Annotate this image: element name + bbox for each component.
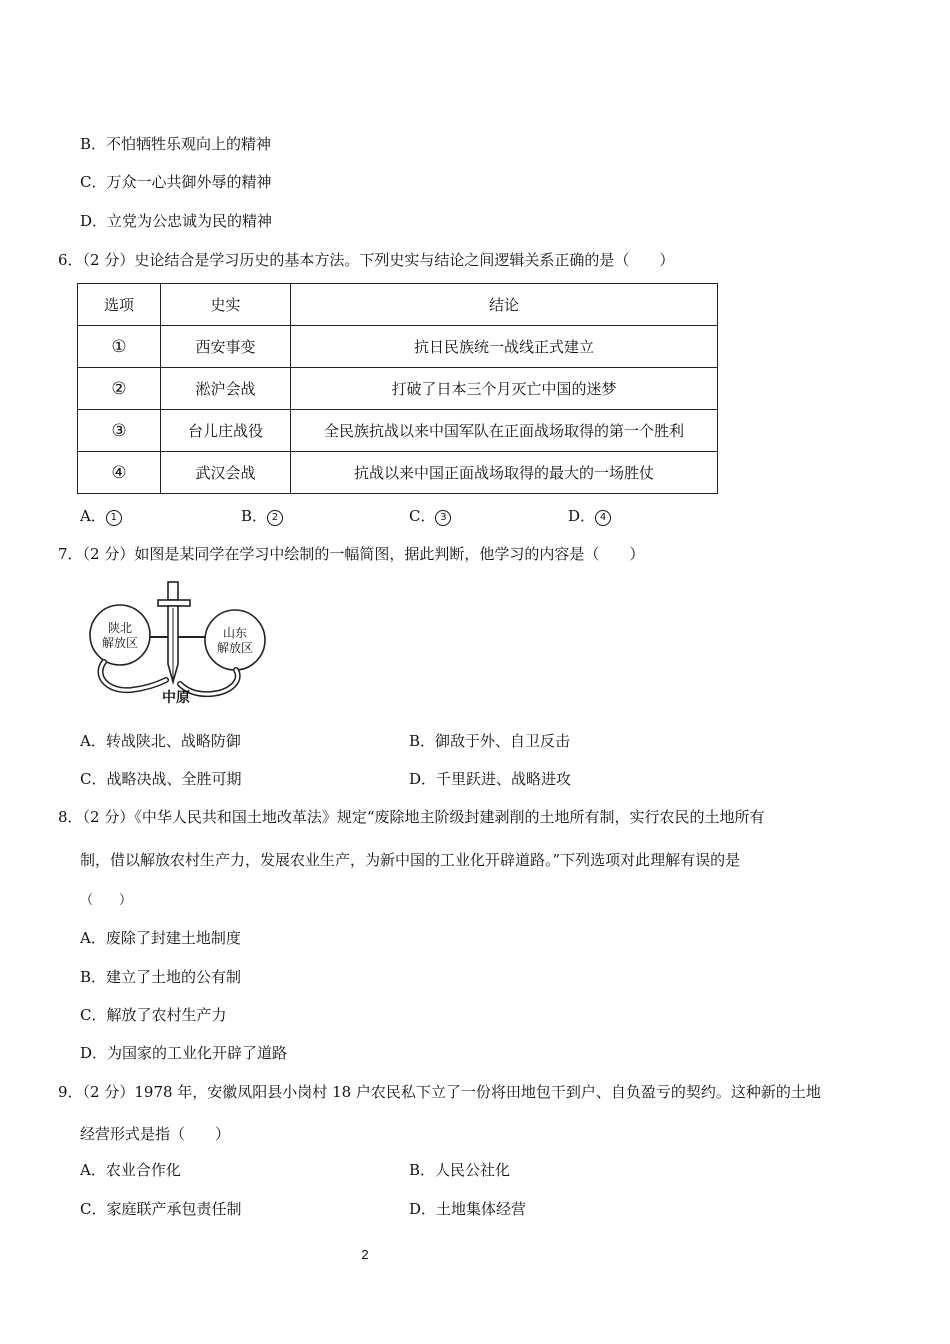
q7-stem: 7．（2 分）如图是某同学在学习中绘制的一幅简图，据此判断，他学习的内容是（ ） — [58, 545, 645, 563]
row-conclusion: 打破了日本三个月灭亡中国的迷梦 — [291, 368, 718, 410]
q9-option-a: A．农业合作化 — [80, 1161, 181, 1179]
q7-option-d: D．千里跃进、战略进攻 — [409, 770, 572, 788]
q8-option-c: C．解放了农村生产力 — [80, 1006, 227, 1024]
row-fact: 淞沪会战 — [161, 368, 291, 410]
q6-option-c-num: 3 — [435, 510, 451, 526]
left-region-circle — [90, 605, 150, 665]
q6-table — [77, 283, 718, 494]
row-fact: 武汉会战 — [161, 452, 291, 494]
q8-option-d: D．为国家的工业化开辟了道路 — [80, 1044, 288, 1062]
right-circle-line2: 解放区 — [216, 641, 254, 655]
row-conclusion: 全民族抗战以来中国军队在正面战场取得的第一个胜利 — [291, 410, 718, 452]
q6-option-d — [568, 506, 611, 526]
q6-option-b-num: 2 — [267, 510, 283, 526]
q6-option-a-num: 1 — [106, 510, 122, 526]
q7-option-c: C．战略决战、全胜可期 — [80, 770, 242, 788]
q6-option-a — [80, 506, 122, 526]
row-num: ① — [78, 326, 161, 368]
q9-option-d: D．土地集体经营 — [409, 1200, 527, 1218]
q6-stem: 6．（2 分）史论结合是学习历史的基本方法。下列史实与结论之间逻辑关系正确的是（ ） — [58, 251, 675, 269]
left-circle-line2: 解放区 — [101, 636, 139, 650]
q9-stem-line1: 9．（2 分）1978 年，安徽凤阳县小岗村 18 户农民私下立了一份将田地包干到户、自负盈亏的契约。这种新的土地 — [58, 1083, 821, 1101]
row-num: ② — [78, 368, 161, 410]
q9-option-c: C．家庭联产承包责任制 — [80, 1200, 242, 1218]
q7-option-b: B．御敌于外、自卫反击 — [409, 732, 571, 750]
q6-option-d-num: 4 — [595, 510, 611, 526]
q9-option-b: B．人民公社化 — [409, 1161, 511, 1179]
left-circle-line1: 陕北 — [107, 621, 133, 635]
table-row — [78, 368, 718, 410]
q5-option-d: D．立党为公忠诚为民的精神 — [80, 212, 273, 230]
bottom-label: 中原 — [162, 690, 190, 706]
q7-diagram — [86, 580, 276, 710]
q6-option-a-label: A． — [80, 507, 106, 525]
sword-guard — [158, 600, 190, 606]
q8-option-b: B．建立了土地的公有制 — [80, 968, 242, 986]
table-row — [78, 410, 718, 452]
table-header-row — [78, 284, 718, 326]
q8-stem-line1: 8．（2 分）《中华人民共和国土地改革法》规定“废除地主阶级封建剥削的土地所有制，实行农民的土地所有 — [58, 808, 765, 826]
q8-stem-line2: 制，借以解放农村生产力，发展农业生产，为新中国的工业化开辟道路。”下列选项对此理解有误的是 — [80, 851, 741, 869]
table-row — [78, 452, 718, 494]
page-number: 2 — [361, 1247, 369, 1262]
row-fact: 西安事变 — [161, 326, 291, 368]
q7-option-a: A．转战陕北、战略防御 — [80, 732, 241, 750]
q6-option-d-label: D． — [568, 507, 596, 525]
row-fact: 台儿庄战役 — [161, 410, 291, 452]
q8-stem-line3: （ ） — [80, 893, 133, 908]
q5-option-b: B．不怕牺牲乐观向上的精神 — [80, 135, 272, 153]
row-num: ③ — [78, 410, 161, 452]
row-conclusion: 抗战以来中国正面战场取得的最大的一场胜仗 — [291, 452, 718, 494]
q5-option-c: C．万众一心共御外辱的精神 — [80, 173, 272, 191]
q9-stem-line2: 经营形式是指（ ） — [80, 1125, 231, 1143]
header-conclusion: 结论 — [291, 284, 718, 326]
q6-option-c-label: C． — [409, 507, 436, 525]
q6-option-b — [241, 506, 283, 526]
sword-handle — [168, 582, 178, 600]
table-row — [78, 326, 718, 368]
row-num: ④ — [78, 452, 161, 494]
header-option: 选项 — [78, 284, 161, 326]
row-conclusion: 抗日民族统一战线正式建立 — [291, 326, 718, 368]
right-circle-line1: 山东 — [222, 626, 248, 640]
q6-option-b-label: B． — [241, 507, 268, 525]
q8-option-a: A．废除了封建土地制度 — [80, 929, 241, 947]
header-fact: 史实 — [161, 284, 291, 326]
q6-option-c — [409, 506, 451, 526]
right-region-circle — [205, 610, 265, 670]
